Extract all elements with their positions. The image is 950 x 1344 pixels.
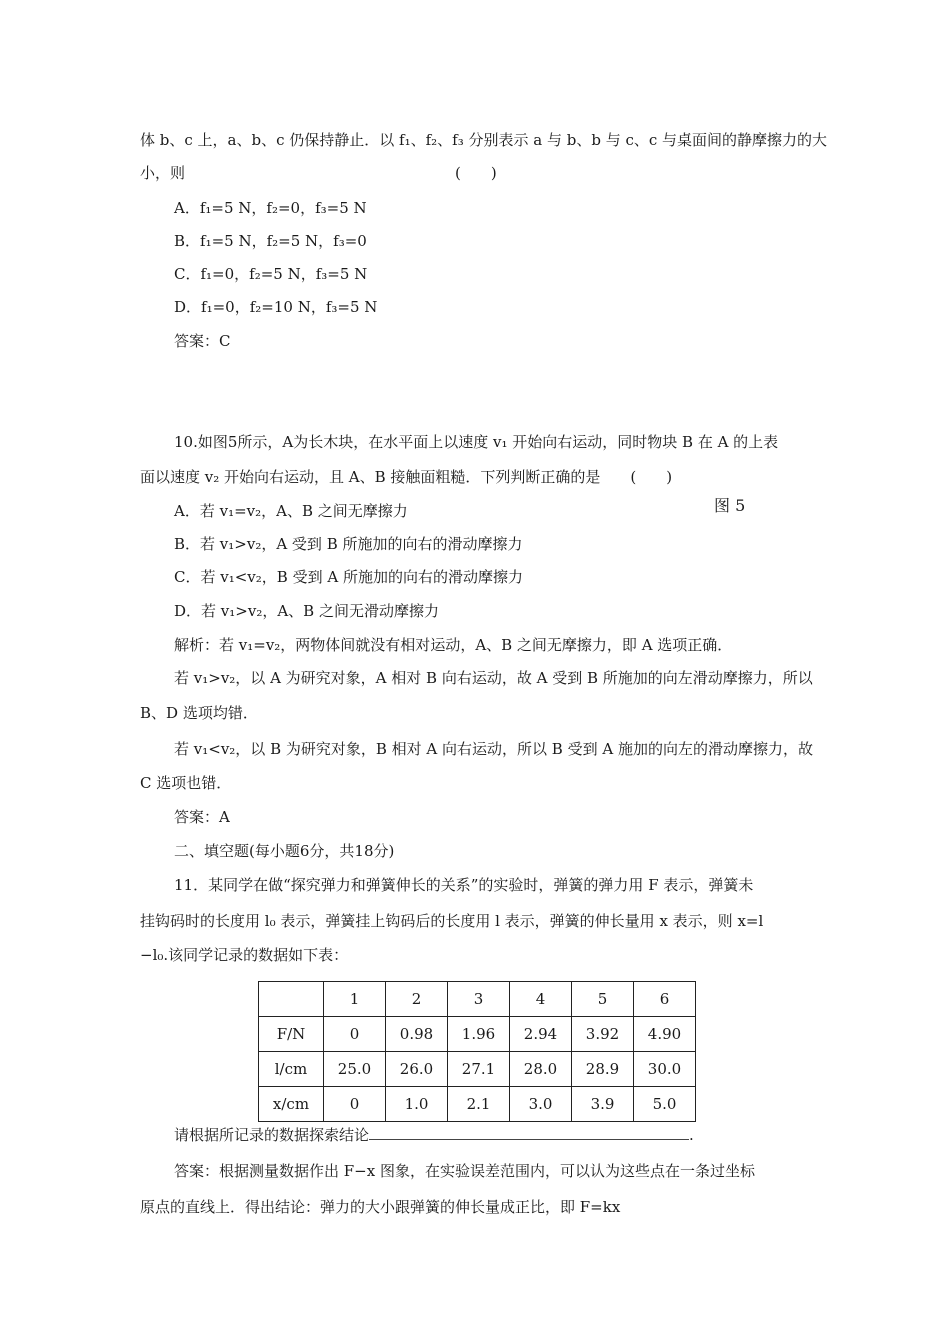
table-cell: 6 [634, 982, 696, 1017]
question-11-line-2: 挂钩码时的长度用 l₀ 表示，弹簧挂上钩码后的长度用 l 表示，弹簧的伸长量用 x 表示，则 x=l [140, 912, 764, 930]
answer-11-line-1: 答案：根据测量数据作出 F−x 图象，在实验误差范围内，可以认为这些点在一条过坐标 [174, 1162, 755, 1180]
answer-10: 答案：A [174, 808, 230, 826]
table-cell: F/N [259, 1017, 324, 1052]
text-line-2: 小，则 ( ) [140, 164, 497, 182]
q10-option-a: A．若 v₁=v₂，A、B 之间无摩擦力 [174, 502, 408, 520]
table-cell: l/cm [259, 1052, 324, 1087]
table-cell [259, 982, 324, 1017]
section-heading: 二、填空题(每小题6分，共18分) [174, 842, 395, 860]
question-10-line-1: 10.如图5所示，A为长木块，在水平面上以速度 v₁ 开始向右运动，同时物块 B 在 A 的上表 [174, 433, 779, 451]
table-cell: 1.96 [448, 1017, 510, 1052]
table-cell: 2.94 [510, 1017, 572, 1052]
text-line-1: 体 b、c 上，a、b、c 仍保持静止．以 f₁、f₂、f₃ 分别表示 a 与 b、b 与 c、c 与桌面间的静摩擦力的大 [140, 131, 828, 149]
table-cell: 26.0 [386, 1052, 448, 1087]
question-10-line-2: 面以速度 v₂ 开始向右运动，且 A、B 接触面粗糙．下列判断正确的是 ( ) [140, 468, 673, 486]
table-row-length [259, 1052, 696, 1087]
table-cell: 28.0 [510, 1052, 572, 1087]
table-cell: 2 [386, 982, 448, 1017]
table-row-force [259, 1017, 696, 1052]
table-cell: 1 [324, 982, 386, 1017]
table-cell: 0.98 [386, 1017, 448, 1052]
table-cell: 28.9 [572, 1052, 634, 1087]
answer-blank[interactable] [369, 1125, 689, 1140]
blank-period: . [689, 1126, 694, 1144]
option-a: A．f₁=5 N，f₂=0，f₃=5 N [174, 199, 367, 217]
table-cell: 3.92 [572, 1017, 634, 1052]
answer-11-line-2: 原点的直线上．得出结论：弹力的大小跟弹簧的伸长量成正比，即 F=kx [140, 1198, 621, 1216]
analysis-line-4: 若 v₁<v₂，以 B 为研究对象，B 相对 A 向右运动，所以 B 受到 A 施加的向左的滑动摩擦力，故 [174, 740, 813, 758]
table-cell: 0 [324, 1087, 386, 1122]
question-11-line-1: 11．某同学在做“探究弹力和弹簧伸长的关系”的实验时，弹簧的弹力用 F 表示，弹簧未 [174, 876, 754, 894]
table-cell: 0 [324, 1017, 386, 1052]
table-row-extension [259, 1087, 696, 1122]
table-cell: 3.9 [572, 1087, 634, 1122]
table-cell: 3 [448, 982, 510, 1017]
analysis-line-3: B、D 选项均错． [140, 704, 258, 722]
table-cell: 1.0 [386, 1087, 448, 1122]
fill-blank-line [174, 1124, 694, 1146]
option-c: C．f₁=0，f₂=5 N，f₃=5 N [174, 265, 368, 283]
option-d: D．f₁=0，f₂=10 N，f₃=5 N [174, 298, 378, 316]
analysis-line-1: 解析：若 v₁=v₂，两物体间就没有相对运动，A、B 之间无摩擦力，即 A 选项正确． [174, 636, 733, 654]
data-table [258, 981, 696, 1122]
table-cell: 30.0 [634, 1052, 696, 1087]
option-b: B．f₁=5 N，f₂=5 N，f₃=0 [174, 232, 367, 250]
table-cell: 5.0 [634, 1087, 696, 1122]
table-cell: x/cm [259, 1087, 324, 1122]
question-11-line-3: −l₀.该同学记录的数据如下表： [140, 946, 349, 964]
table-row-header [259, 982, 696, 1017]
answer-9: 答案：C [174, 332, 231, 350]
q10-option-d: D．若 v₁>v₂，A、B 之间无滑动摩擦力 [174, 602, 439, 620]
q10-option-c: C．若 v₁<v₂，B 受到 A 所施加的向右的滑动摩擦力 [174, 568, 523, 586]
table-cell: 5 [572, 982, 634, 1017]
analysis-line-5: C 选项也错． [140, 774, 232, 792]
fill-blank-prompt: 请根据所记录的数据探索结论 [174, 1126, 370, 1144]
table-cell: 2.1 [448, 1087, 510, 1122]
q10-option-b: B．若 v₁>v₂，A 受到 B 所施加的向右的滑动摩擦力 [174, 535, 523, 553]
table-cell: 27.1 [448, 1052, 510, 1087]
table-cell: 4 [510, 982, 572, 1017]
figure-label: 图 5 [714, 496, 746, 515]
analysis-line-2: 若 v₁>v₂，以 A 为研究对象，A 相对 B 向右运动，故 A 受到 B 所施加的向左滑动摩擦力，所以 [174, 669, 813, 687]
table-cell: 25.0 [324, 1052, 386, 1087]
table-cell: 4.90 [634, 1017, 696, 1052]
table-cell: 3.0 [510, 1087, 572, 1122]
